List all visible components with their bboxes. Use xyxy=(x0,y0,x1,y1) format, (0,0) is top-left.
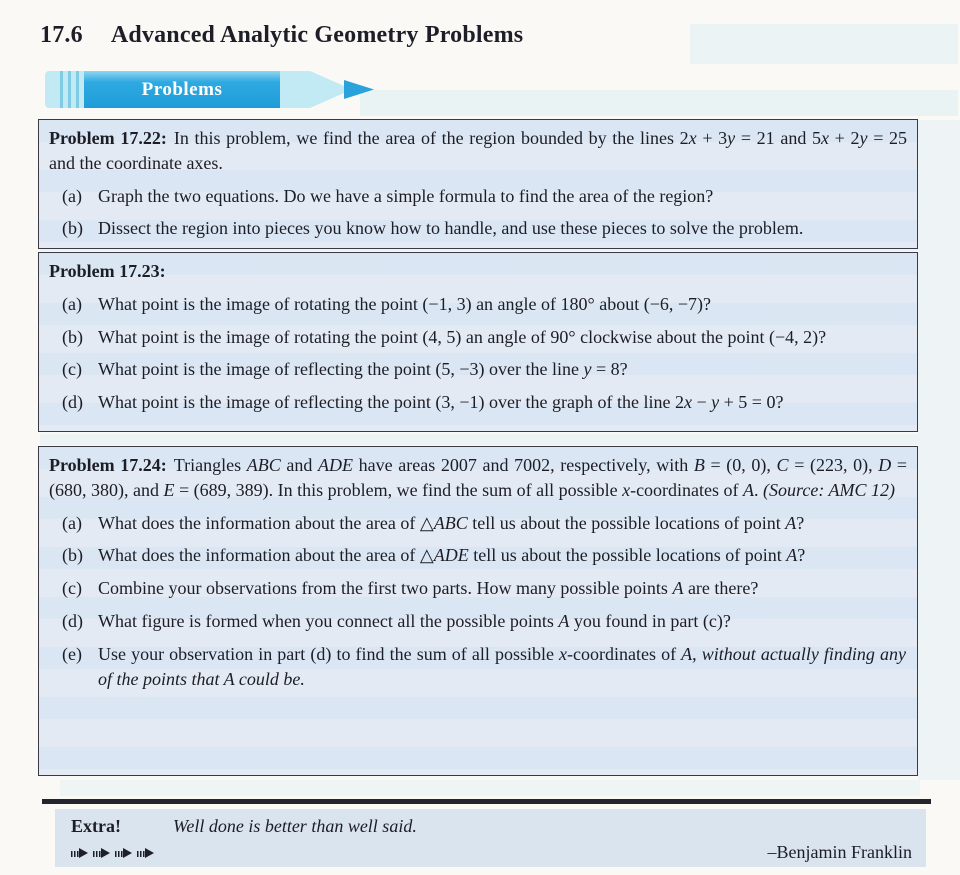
problem-part xyxy=(49,576,907,601)
part-label: (a) xyxy=(62,512,82,533)
extra-quote: Well done is better than well said. xyxy=(173,816,417,836)
striped-arrow-icon xyxy=(115,848,132,859)
scan-bleed-patch xyxy=(360,90,958,116)
problems-banner-label: Problems xyxy=(84,71,280,108)
scan-bleed-patch xyxy=(60,780,920,796)
part-text: What does the information about the area of △ADE tell us about the possible locations of point A? xyxy=(98,545,806,566)
extra-label: Extra! xyxy=(71,816,121,836)
part-label: (b) xyxy=(62,218,83,239)
part-label: (a) xyxy=(62,293,82,314)
part-label: (d) xyxy=(62,392,83,413)
part-text: Dissect the region into pieces you know how to handle, and use these pieces to solve the problem. xyxy=(98,218,804,239)
problem-number: Problem 17.23: xyxy=(49,261,166,281)
problem-intro-text: In this problem, we find the area of the region bounded by the lines 2x + 3y = 21 and 5x + 2y = 25 and the coordinate axes. xyxy=(49,128,908,173)
problem-box-17-23 xyxy=(38,252,918,432)
problem-number: Problem 17.24: xyxy=(49,455,167,475)
part-label: (b) xyxy=(62,545,83,566)
part-text: Graph the two equations. Do we have a simple formula to find the area of the region? xyxy=(98,185,714,206)
part-label: (e) xyxy=(62,643,82,664)
problem-part xyxy=(49,390,907,415)
part-text: What point is the image of rotating the point (4, 5) an angle of 90° clockwise about the point (−4, 2)? xyxy=(98,326,827,347)
part-text: What point is the image of reflecting the point (3, −1) over the graph of the line 2x − y + 5 = 0? xyxy=(98,392,784,413)
extra-arrows xyxy=(71,845,173,864)
scan-bleed-patch xyxy=(40,434,918,445)
pencil-body-icon xyxy=(280,71,310,108)
problem-part xyxy=(49,292,907,317)
problem-part xyxy=(49,609,907,634)
part-label: (d) xyxy=(62,611,83,632)
problem-part xyxy=(49,642,907,692)
part-text: Use your observation in part (d) to find the sum of all possible x-coordinates of A, without actually finding any of the points that A could be. xyxy=(98,643,907,689)
scan-bleed-patch xyxy=(918,120,960,780)
problem-part xyxy=(49,357,907,382)
striped-arrow-icon xyxy=(93,848,110,859)
striped-arrow-icon xyxy=(71,848,88,859)
section-title: Advanced Analytic Geometry Problems xyxy=(110,22,524,49)
scan-bleed-patch xyxy=(690,24,958,64)
problem-box-17-24 xyxy=(38,446,918,776)
problem-statement xyxy=(49,453,907,503)
part-label: (c) xyxy=(62,578,82,599)
part-text: What point is the image of reflecting the point (5, −3) over the line y = 8? xyxy=(98,359,628,380)
problem-part xyxy=(49,184,907,209)
part-label: (c) xyxy=(62,359,82,380)
problem-number: Problem 17.22: xyxy=(49,128,167,148)
part-text: Combine your observations from the first two parts. How many possible points A are there? xyxy=(98,578,759,599)
problem-box-17-22 xyxy=(38,119,918,249)
quote-attribution: –Benjamin Franklin xyxy=(767,842,912,862)
section-heading xyxy=(40,22,523,49)
problem-part xyxy=(49,543,907,568)
section-number: 17.6 xyxy=(40,22,83,49)
problem-part xyxy=(49,325,907,350)
extra-panel xyxy=(55,809,926,867)
extra-divider-bar xyxy=(42,799,931,804)
problem-part xyxy=(49,216,907,241)
problem-statement xyxy=(49,259,907,284)
problem-statement xyxy=(49,126,907,176)
problems-banner xyxy=(45,71,374,108)
part-label: (a) xyxy=(62,185,82,206)
part-label: (b) xyxy=(62,326,83,347)
part-text: What figure is formed when you connect all the possible points A you found in part (c)? xyxy=(98,611,731,632)
part-text: What does the information about the area of △ABC tell us about the possible locations of point A? xyxy=(98,512,805,533)
problem-part xyxy=(49,511,907,536)
pencil-lead-icon xyxy=(344,80,374,99)
striped-arrow-icon xyxy=(137,848,154,859)
pencil-stripes-icon xyxy=(58,71,84,108)
pencil-eraser-icon xyxy=(45,71,58,108)
problem-intro-text: Triangles ABC and ADE have areas 2007 and 7002, respectively, with B = (0, 0), C = (223, 0), D = (680, 380), and E = (689, 389). In this problem, we find the sum of all possible x-coordinates of A. (Source: AMC 12) xyxy=(49,455,908,500)
part-text: What point is the image of rotating the point (−1, 3) an angle of 180° about (−6, −7)? xyxy=(98,293,712,314)
